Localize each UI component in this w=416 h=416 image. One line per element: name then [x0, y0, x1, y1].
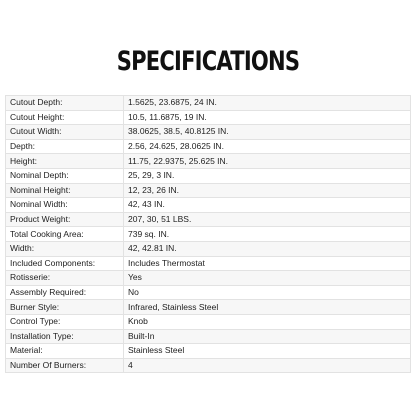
spec-value: 42, 42.81 IN.	[124, 241, 411, 256]
spec-row	[6, 344, 411, 359]
spec-row	[6, 314, 411, 329]
spec-label: Assembly Required:	[6, 285, 124, 300]
spec-label: Cutout Depth:	[6, 96, 124, 111]
spec-row	[6, 300, 411, 315]
specifications-table-body	[6, 96, 411, 373]
spec-row	[6, 110, 411, 125]
spec-row	[6, 285, 411, 300]
spec-row	[6, 154, 411, 169]
spec-value: Stainless Steel	[124, 344, 411, 359]
spec-row	[6, 241, 411, 256]
spec-row	[6, 329, 411, 344]
spec-label: Material:	[6, 344, 124, 359]
spec-value: Knob	[124, 314, 411, 329]
page-title: SPECIFICATIONS	[116, 46, 300, 77]
spec-label: Cutout Width:	[6, 125, 124, 140]
spec-label: Nominal Depth:	[6, 168, 124, 183]
spec-row	[6, 183, 411, 198]
spec-value: 1.5625, 23.6875, 24 IN.	[124, 96, 411, 111]
spec-label: Rotisserie:	[6, 271, 124, 286]
spec-value: 11.75, 22.9375, 25.625 IN.	[124, 154, 411, 169]
specifications-table	[5, 95, 411, 373]
spec-value: 38.0625, 38.5, 40.8125 IN.	[124, 125, 411, 140]
spec-row	[6, 125, 411, 140]
spec-row	[6, 358, 411, 373]
spec-label: Depth:	[6, 139, 124, 154]
spec-label: Included Components:	[6, 256, 124, 271]
spec-row	[6, 198, 411, 213]
spec-label: Height:	[6, 154, 124, 169]
spec-row	[6, 227, 411, 242]
spec-row	[6, 212, 411, 227]
spec-label: Width:	[6, 241, 124, 256]
spec-value: Infrared, Stainless Steel	[124, 300, 411, 315]
spec-row	[6, 168, 411, 183]
spec-value: Built-In	[124, 329, 411, 344]
spec-value: Includes Thermostat	[124, 256, 411, 271]
spec-value: 42, 43 IN.	[124, 198, 411, 213]
spec-label: Cutout Height:	[6, 110, 124, 125]
spec-value: Yes	[124, 271, 411, 286]
spec-value: 2.56, 24.625, 28.0625 IN.	[124, 139, 411, 154]
spec-row	[6, 271, 411, 286]
spec-value: 739 sq. IN.	[124, 227, 411, 242]
spec-label: Burner Style:	[6, 300, 124, 315]
spec-value: 207, 30, 51 LBS.	[124, 212, 411, 227]
spec-value: 4	[124, 358, 411, 373]
spec-label: Number Of Burners:	[6, 358, 124, 373]
spec-label: Control Type:	[6, 314, 124, 329]
spec-value: 10.5, 11.6875, 19 IN.	[124, 110, 411, 125]
spec-label: Nominal Width:	[6, 198, 124, 213]
spec-value: 12, 23, 26 IN.	[124, 183, 411, 198]
spec-label: Total Cooking Area:	[6, 227, 124, 242]
spec-value: No	[124, 285, 411, 300]
spec-label: Installation Type:	[6, 329, 124, 344]
spec-label: Nominal Height:	[6, 183, 124, 198]
spec-row	[6, 139, 411, 154]
spec-label: Product Weight:	[6, 212, 124, 227]
spec-value: 25, 29, 3 IN.	[124, 168, 411, 183]
spec-row	[6, 256, 411, 271]
spec-row	[6, 96, 411, 111]
